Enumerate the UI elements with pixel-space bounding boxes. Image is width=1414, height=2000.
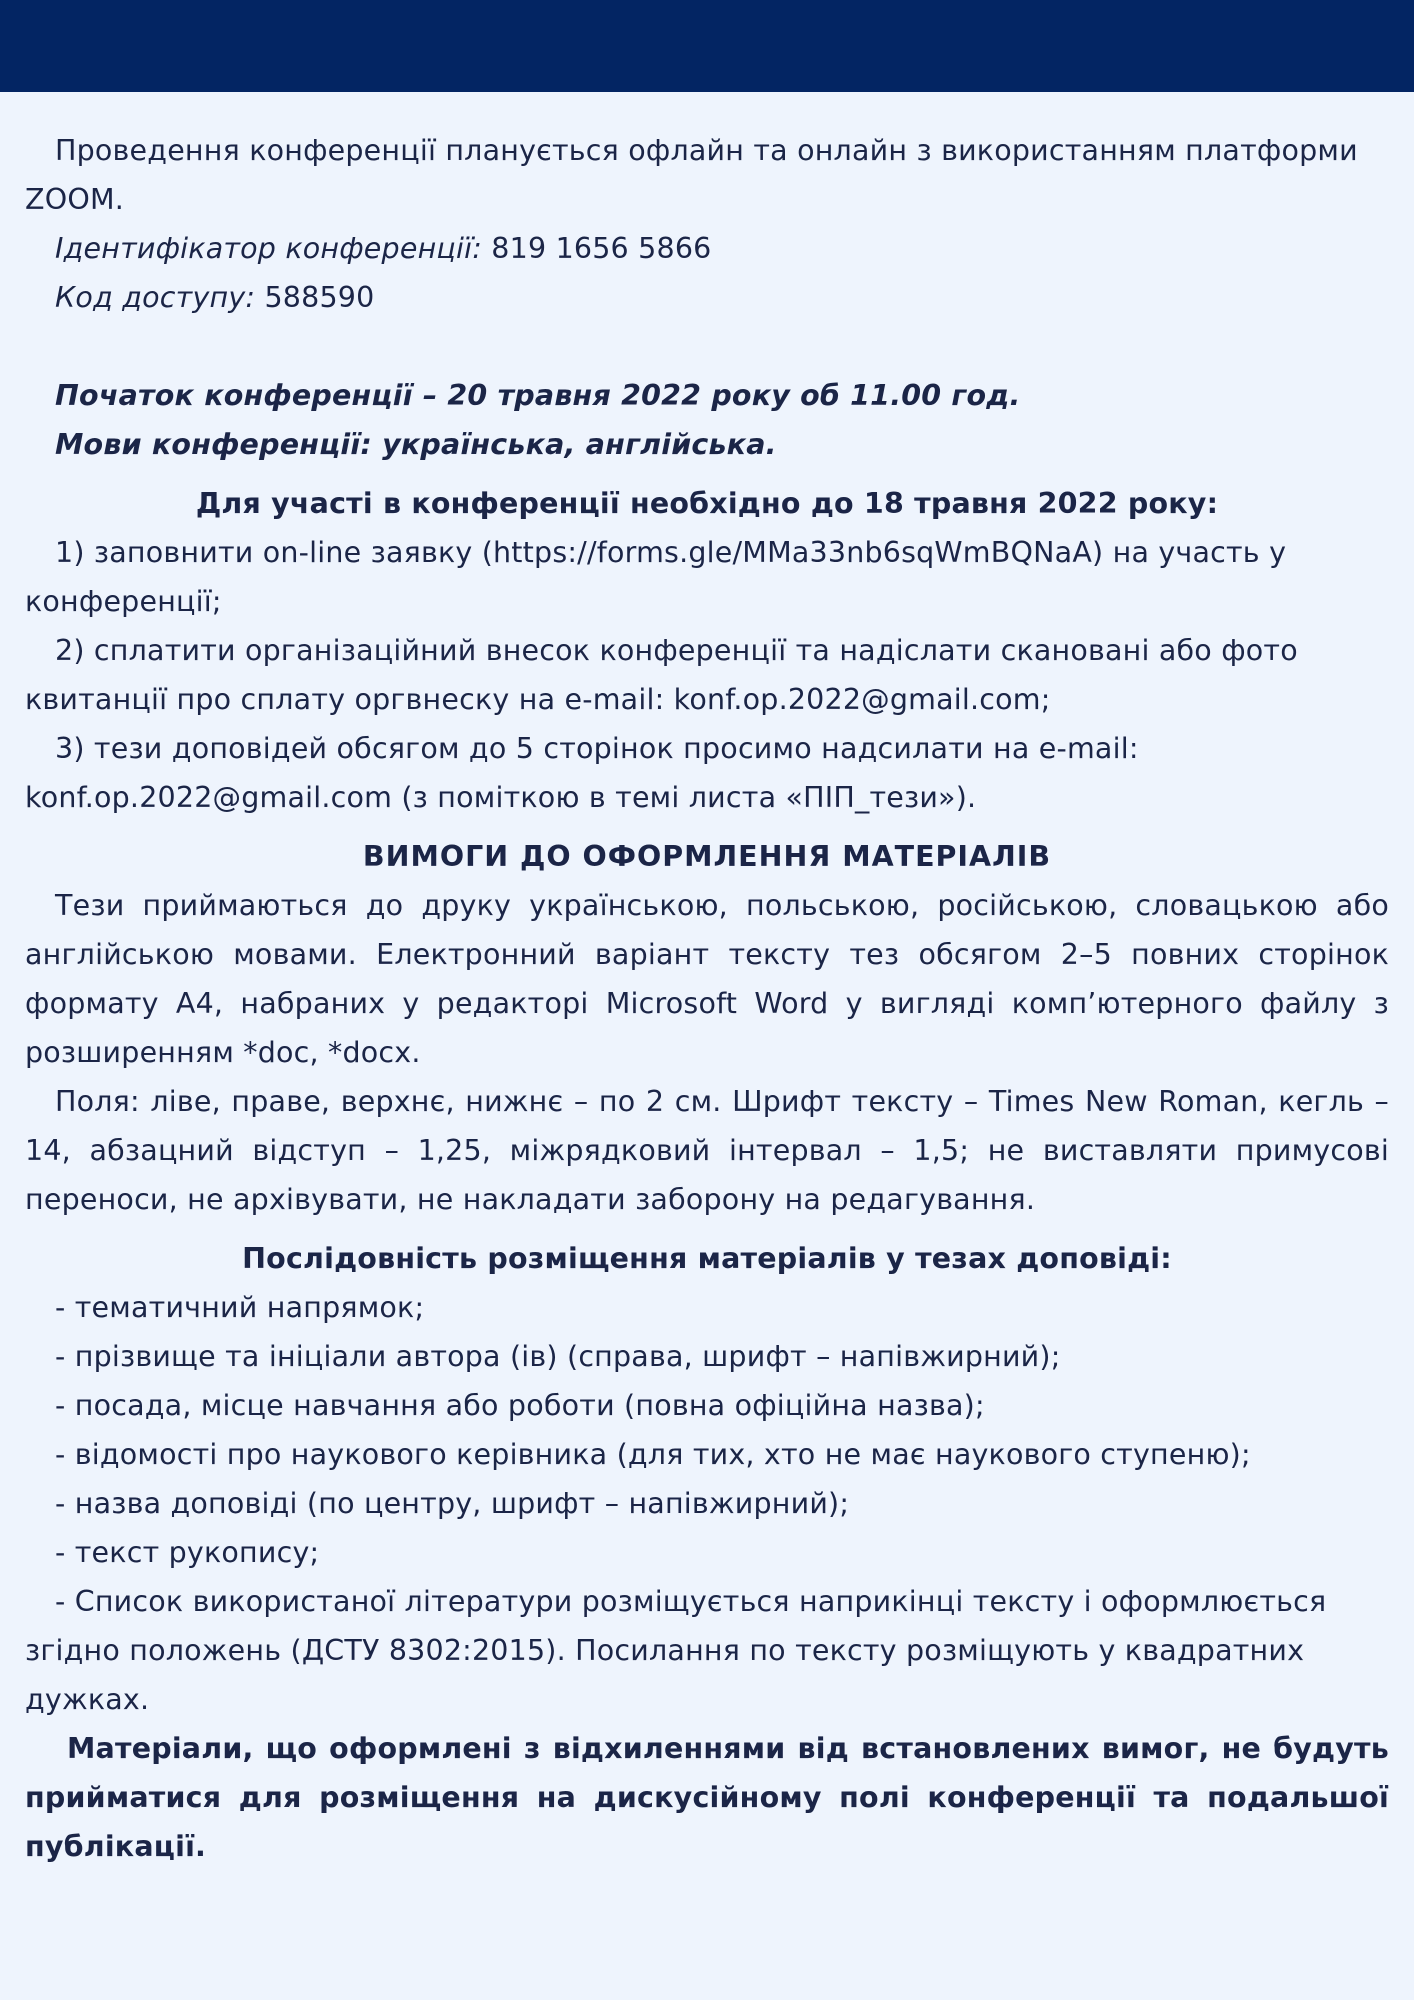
- sequence-item: - Список використаної літератури розміщується наприкінці тексту і оформлюється згідно положень (ДСТУ 8302:2015). Посилання по тексту розміщують у квадратних дужках.: [25, 1585, 1327, 1716]
- conference-id-label: Ідентифікатор конференції:: [55, 232, 483, 265]
- requirements-paragraph: Поля: ліве, праве, верхнє, нижнє – по 2 см. Шрифт тексту – Times New Roman, кегль – 14, абзацний відступ – 1,25, міжрядковий інтервал – 1,5; не виставляти примусові переноси, не архівувати, не накладати заборону на редагування.: [25, 1085, 1389, 1216]
- sequence-item: - прізвище та ініціали автора (ів) (справа, шрифт – напівжирний);: [55, 1340, 1061, 1373]
- access-code-label: Код доступу:: [55, 281, 256, 314]
- document-body: [0, 92, 1414, 1871]
- intro-line: Проведення конференції планується офлайн та онлайн з використанням платформи ZOOM.: [25, 134, 1358, 216]
- sequence-item: - тематичний напрямок;: [55, 1291, 425, 1324]
- header-bar: [0, 0, 1414, 92]
- conference-id: [25, 224, 1389, 273]
- conference-languages: Мови конференції: українська, англійська.: [55, 428, 777, 461]
- participation-heading: Для участі в конференції необхідно до 18 травня 2022 року:: [195, 487, 1219, 520]
- sequence-heading: Послідовність розміщення матеріалів у тезах доповіді:: [242, 1242, 1172, 1275]
- requirements-heading: ВИМОГИ ДО ОФОРМЛЕННЯ МАТЕРІАЛІВ: [362, 840, 1052, 873]
- sequence-item: - посада, місце навчання або роботи (повна офіційна назва);: [55, 1389, 985, 1422]
- requirements-paragraph: Тези приймаються до друку українською, польською, російською, словацькою або англійською мовами. Електронний варіант тексту тез обсягом 2–5 повних сторінок формату А4, набраних у редакторі Microsoft Word у вигляді комп’ютерного файлу з розширенням *doc, *docx.: [25, 889, 1389, 1069]
- sequence-item: - текст рукопису;: [55, 1536, 320, 1569]
- conference-start: Початок конференції – 20 травня 2022 року об 11.00 год.: [55, 379, 1021, 412]
- warning-note: Матеріали, що оформлені з відхиленнями від встановлених вимог, не будуть прийматися для розміщення на дискусійному полі конференції та подальшої публікації.: [25, 1732, 1389, 1863]
- access-code-value: 588590: [255, 281, 375, 314]
- participation-step: 3) тези доповідей обсягом до 5 сторінок просимо надсилати на e-mail: konf.op.2022@gmail.com (з поміткою в темі листа «ПІП_тези»).: [25, 732, 1139, 814]
- participation-step: 1) заповнити on-line заявку (https://forms.gle/MMa33nb6sqWmBQNaA) на участь у конференції;: [25, 536, 1287, 618]
- access-code: [25, 273, 1389, 322]
- participation-step: 2) сплатити організаційний внесок конференції та надіслати скановані або фото квитанції про сплату оргвнеску на e-mail: konf.op.2022@gmail.com;: [25, 634, 1298, 716]
- conference-id-value: 819 1656 5866: [482, 232, 712, 265]
- sequence-item: - назва доповіді (по центру, шрифт – напівжирний);: [55, 1487, 850, 1520]
- sequence-item: - відомості про наукового керівника (для тих, хто не має наукового ступеню);: [55, 1438, 1251, 1471]
